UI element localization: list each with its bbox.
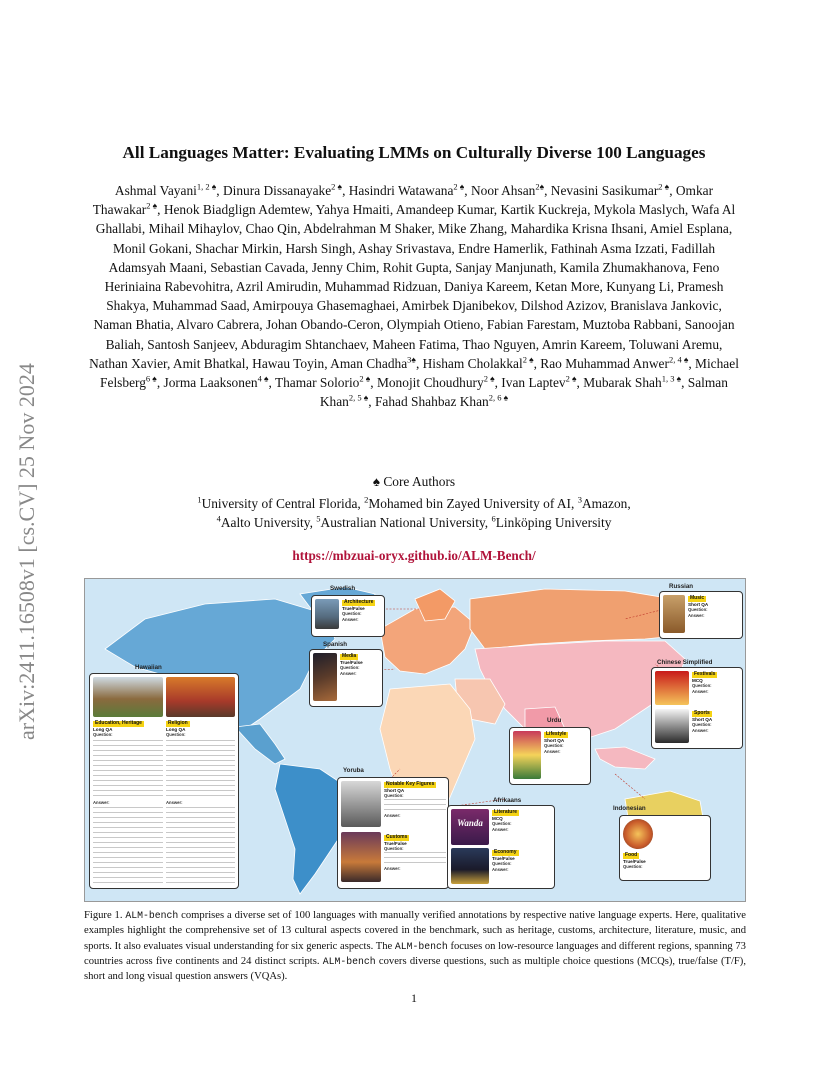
- text-lines: [93, 807, 163, 887]
- question-label: Question:: [342, 611, 362, 617]
- music-photo: [663, 595, 685, 633]
- arxiv-stamp-text: arXiv:2411.16508v1 [cs.CV] 25 Nov 2024: [14, 363, 39, 740]
- project-link[interactable]: https://mbzuai-oryx.github.io/ALM-Bench/: [292, 548, 536, 563]
- answer-label: Answer:: [688, 612, 705, 618]
- aspect-tag: Music: [690, 595, 705, 601]
- question-label: Question:: [166, 732, 186, 738]
- question-label: Question:: [623, 864, 643, 870]
- text-lines: [384, 799, 446, 813]
- customs-photo: [341, 832, 381, 882]
- answer-label: Answer:: [692, 688, 709, 694]
- food-photo: [623, 819, 653, 849]
- aspect-tag: Religion: [168, 720, 188, 726]
- aspect-tag: Sports: [694, 710, 710, 716]
- answer-label: Answer:: [166, 799, 183, 805]
- question-type: MCQ: [492, 815, 503, 821]
- media-photo: [313, 653, 337, 701]
- core-authors-note: ♠ Core Authors: [372, 474, 456, 489]
- book-title: Wanda: [457, 818, 483, 828]
- figure-world-map: [84, 578, 746, 902]
- question-type: Short QA: [384, 787, 405, 793]
- example-panel-urdu: [509, 727, 591, 785]
- answer-label: Answer:: [384, 812, 401, 818]
- aspect-tag: Media: [342, 653, 357, 659]
- region-label-chinese: Chinese Simplified: [657, 659, 713, 666]
- aspect-tag: Economy: [494, 849, 517, 855]
- example-panel-russian: [659, 591, 743, 639]
- example-panel-hawaiian: [89, 673, 239, 889]
- paper-title: All Languages Matter: Evaluating LMMs on Culturally Diverse 100 Languages: [122, 143, 706, 162]
- figure-caption: Figure 1. ALM-bench comprises a diverse set of 100 languages with manually verified annotations by respective native language experts. Here, qualitative examples highlight the comprehensive set of 13 cultural aspects covered in the benchmark, such as heritage, customs, architecture, literature, music, and sports. It also evaluates visual understanding for six generic aspects. The ALM-bench focuses on low-resource languages and different regions, spanning 73 countries across five continents and 24 distinct scripts. ALM-bench covers diverse questions, such as multiple choice questions (MCQs), true/false (T/F), short and long visual question answers (VQAs).: [84, 910, 746, 983]
- example-panel-yoruba: [337, 777, 449, 889]
- question-label: Question:: [688, 607, 708, 613]
- region-label-russian: Russian: [669, 583, 694, 590]
- sports-photo: [655, 709, 689, 743]
- question-type: True/False: [342, 605, 365, 611]
- region-label-hawaiian: Hawaiian: [135, 664, 162, 671]
- text-lines: [166, 740, 235, 800]
- question-label: Question:: [340, 665, 360, 671]
- text-lines: [384, 852, 446, 866]
- example-panel-afrikaans: [447, 805, 555, 889]
- aspect-tag: Architecture: [344, 599, 374, 605]
- author-list: Ashmal Vayani$^{1, 2 ♠}$, Dinura Dissanayake$^{2 ♠}$, Hasindri Watawana$^{2 ♠}$, Noor Ahsan$^{2♠}$, Nevasini Sasikumar$^{2 ♠}$, Omkar Thawakar$^{2 ♠}$, Henok Biadglign Ademtew, Yahya Hmaiti, Amandeep Kumar, Kartik Kuckreja, Mykola Maslych, Wafa Al Ghallabi, Mihail Mihaylov, Chao Qin, Abdelrahman M Shaker, Mike Zhang, Mahardika Krisna Ihsani, Amiel Esplana, Monil Gokani, Shachar Mirkin, Harsh Singh, Ashay Srivastava, Endre Hamerlik, Fathinah Asma Izzati, Fadillah Adamsyah Maani, Sebastian Cavada, Jenny Chim, Rohit Gupta, Sanjay Manjunath, Kamila Zhumakhanova, Feno Heriniaina Rabevohitra, Azril Amirudin, Muhammad Ridzuan, Daniya Kareem, Ketan More, Kunyang Li, Pramesh Shakya, Muhammad Saad, Amirpouya Ghasemaghaei, Amirbek Djanibekov, Dilshod Azizov, Branislava Jankovic, Naman Bhatia, Alvaro Cabrera, Johan Obando-Ceron, Olympiah Otieno, Fabian Farestam, Muztoba Rabbani, Sanoojan Baliah, Santosh Sanjeev, Abduragim Shtanchaev, Maheen Fatima, Thao Nguyen, Amrin Kareem, Toluwani Aremu, Nathan Xavier, Amit Bhatkal, Hawau Toyin, Aman Chadha$^{3♠}$, Hisham Cholakkal$^{2 ♠}$, Rao Muhammad Anwer$^{2, 4 ♠}$, Michael Felsberg$^{6 ♠}$, Jorma Laaksonen$^{4 ♠}$, Thamar Solorio$^{2 ♠}$, Monojit Choudhury$^{2 ♠}$, Ivan Laptev$^{2 ♠}$, Mubarak Shah$^{1, 3 ♠}$, Salman Khan$^{2, 5 ♠}$, Fahad Shahbaz Khan$^{2, 6 ♠}$: [89, 181, 739, 410]
- aspect-tag: Notable Key Figures: [386, 781, 435, 787]
- text-lines: [93, 740, 163, 800]
- question-type: True/False: [384, 840, 407, 846]
- region-label-yoruba: Yoruba: [343, 767, 364, 774]
- affiliations: $^1$University of Central Florida, $^2$Mohamed bin Zayed University of AI, $^3$Amazon, $^4$Aalto University, $^5$Australian National University, $^6$Linköping University: [197, 494, 631, 531]
- question-type: True/False: [492, 855, 515, 861]
- lifestyle-photo: [513, 731, 541, 779]
- region-label-afrikaans: Afrikaans: [493, 797, 522, 804]
- answer-label: Answer:: [544, 748, 561, 754]
- aspect-tag: Festivals: [694, 671, 716, 677]
- answer-label: Answer:: [384, 865, 401, 871]
- aspect-tag: Food: [625, 852, 638, 858]
- economy-photo: [451, 848, 489, 884]
- question-type: Short QA: [692, 716, 713, 722]
- heritage-photo: [93, 677, 163, 717]
- question-type: True/False: [623, 858, 646, 864]
- question-label: Question:: [384, 793, 404, 799]
- region-label-spanish: Spanish: [323, 641, 348, 648]
- example-panel-chinese: [651, 667, 743, 749]
- answer-label: Answer:: [692, 727, 709, 733]
- question-label: Question:: [692, 683, 712, 689]
- example-panel-swedish: [311, 595, 385, 637]
- answer-label: Answer:: [492, 866, 509, 872]
- architecture-photo: [315, 599, 339, 629]
- arxiv-identifier: [4, 120, 44, 820]
- question-type: Short QA: [544, 737, 565, 743]
- aspect-tag: Education, Heritage: [95, 720, 142, 726]
- example-panel-indonesian: [619, 815, 711, 881]
- religion-photo: [166, 677, 235, 717]
- question-type: Long QA: [166, 726, 186, 732]
- question-type: Short QA: [688, 601, 709, 607]
- question-label: Question:: [544, 743, 564, 749]
- region-label-urdu: Urdu: [547, 717, 562, 724]
- aspect-tag: Literature: [494, 809, 518, 815]
- answer-label: Answer:: [340, 670, 357, 676]
- central-america-shape: [235, 724, 285, 764]
- question-type: MCQ: [692, 677, 703, 683]
- festival-photo: [655, 671, 689, 705]
- region-label-swedish: Swedish: [330, 585, 356, 592]
- question-label: Question:: [492, 821, 512, 827]
- book-cover-photo: [451, 809, 489, 845]
- question-label: Question:: [692, 722, 712, 728]
- southeast-asia-shape: [595, 747, 655, 769]
- region-label-indonesian: Indonesian: [613, 805, 646, 812]
- aspect-tag: Customs: [386, 834, 408, 840]
- example-panel-spanish: [309, 649, 383, 707]
- text-lines: [166, 807, 235, 887]
- question-label: Question:: [93, 732, 113, 738]
- page-number: 1: [411, 991, 417, 1005]
- aspect-tag: Lifestyle: [546, 731, 567, 737]
- key-figure-photo: [341, 781, 381, 827]
- answer-label: Answer:: [492, 826, 509, 832]
- answer-label: Answer:: [342, 616, 359, 622]
- question-type: Long QA: [93, 726, 113, 732]
- answer-label: Answer:: [93, 799, 110, 805]
- question-label: Question:: [492, 861, 512, 867]
- question-label: Question:: [384, 846, 404, 852]
- question-type: True/False: [340, 659, 363, 665]
